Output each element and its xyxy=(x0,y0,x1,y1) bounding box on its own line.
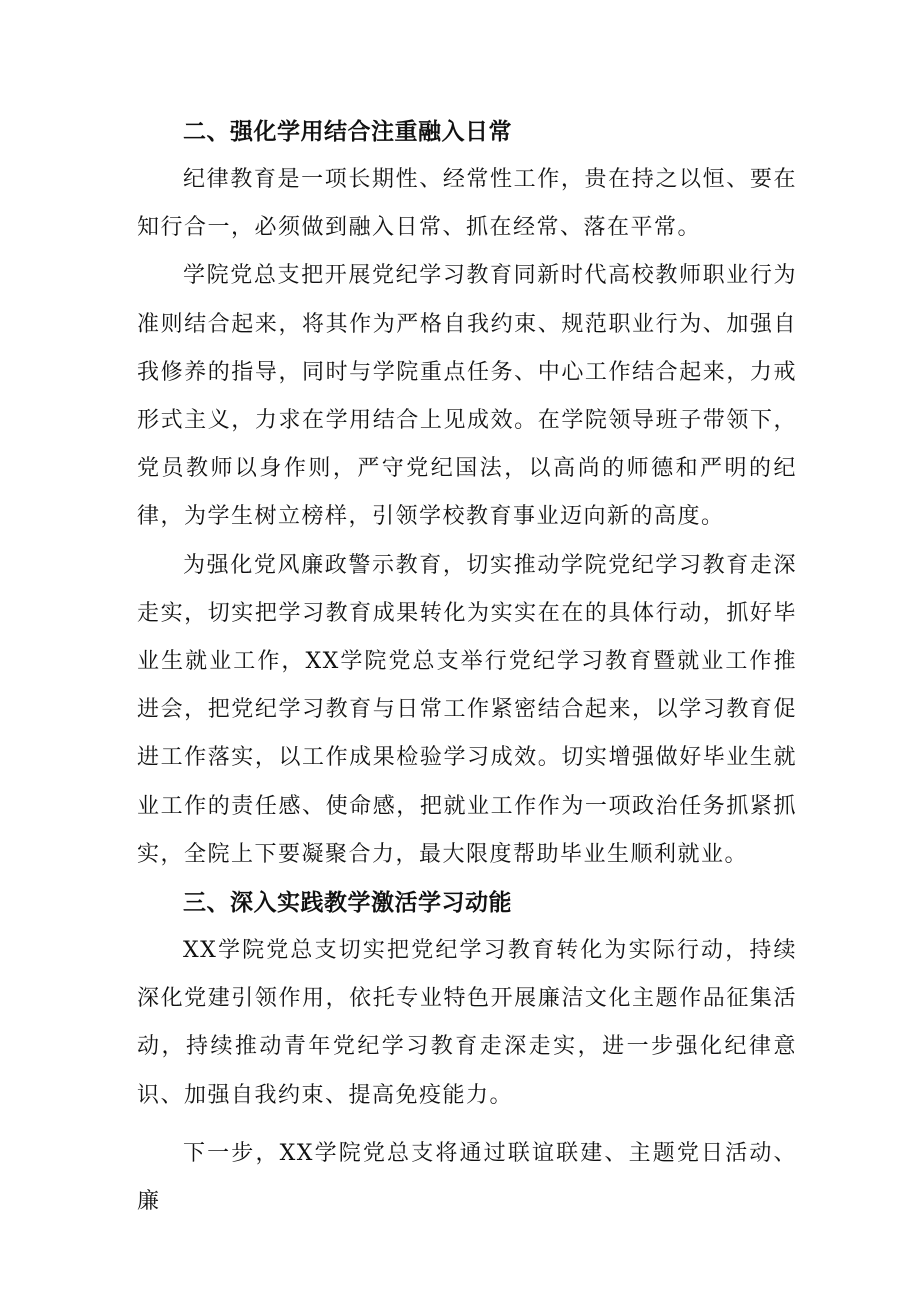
paragraph-continued: 下一步，XX学院党总支将通过联谊联建、主题党日活动、廉 xyxy=(137,1140,797,1215)
section-heading-2: 二、强化学用结合注重融入日常 xyxy=(183,119,512,145)
document-body xyxy=(137,108,797,1226)
paragraph-spacer xyxy=(137,1120,797,1130)
section-heading-3: 三、深入实践教学激活学习动能 xyxy=(183,890,512,917)
paragraph: 学院党总支把开展党纪学习教育同新时代高校教师职业行为准则结合起来，将其作为严格自我约束、规范职业行为、加强自我修养的指导，同时与学院重点任务、中心工作结合起来，力戒形式主义，力求在学用结合上见成效。在学院领导班子带领下，党员教师以身作则，严守党纪国法，以高尚的师德和严明的纪律，为学生树立榜样，引领学校教育事业迈向新的高度。 xyxy=(137,263,797,530)
paragraph: 为强化党风廉政警示教育，切实推动学院党纪学习教育走深走实，切实把学习教育成果转化为实实在在的具体行动，抓好毕业生就业工作，XX学院党总支举行党纪学习教育暨就业工作推进会，把党纪学习教育与日常工作紧密结合起来，以学习教育促进工作落实，以工作成果检验学习成效。切实增强做好毕业生就业工作的责任感、使命感，把就业工作作为一项政治任务抓紧抓实，全院上下要凝聚合力，最大限度帮助毕业生顺利就业。 xyxy=(137,552,797,867)
paragraph: XX学院党总支切实把党纪学习教育转化为实际行动，持续深化党建引领作用，依托专业特色开展廉洁文化主题作品征集活动，持续推动青年党纪学习教育走深走实，进一步强化纪律意识、加强自我约束、提高免疫能力。 xyxy=(137,938,797,1108)
paragraph: 纪律教育是一项长期性、经常性工作，贵在持之以恒、要在知行合一，必须做到融入日常、抓在经常、落在平常。 xyxy=(137,167,797,241)
